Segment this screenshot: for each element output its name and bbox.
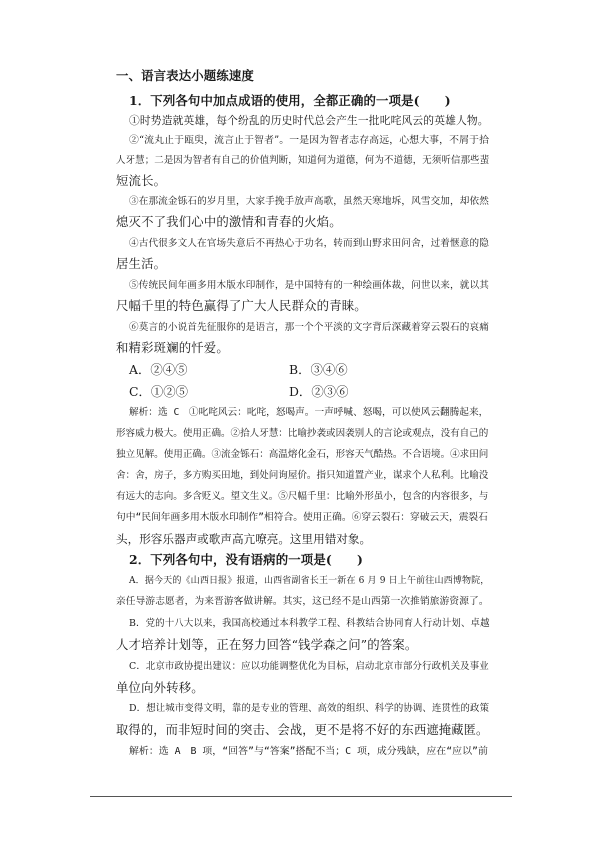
q2-line: C．北京市政协提出建议：应以功能调整优化为目标，启动北京市部分行政机关及事业 <box>129 661 489 672</box>
q1-line: 短流长。 <box>116 173 167 188</box>
q2-line: B．党的十八大以来，我国高校通过本科教学工程、科教结合协同育人行动计划、卓越 <box>129 618 490 629</box>
q1-line: 尺幅千里的特色赢得了广大人民群众的青睐。 <box>116 298 367 313</box>
q2-analysis-line: 解析：选 A B 项，“回答”与“答案”搭配不当；C 项，成分残缺，应在“应以”前 <box>129 746 488 757</box>
q2-line: 取得的，而非短时间的突击、会战，更不是将不好的东西遮掩藏匿。 <box>116 723 489 737</box>
option-d: D．②③⑥ <box>289 384 349 399</box>
q1-line: ④古代很多文人在官场失意后不再热心于功名，转而到山野求田问舍，过着惬意的隐 <box>129 238 489 249</box>
q2-line: 单位向外转移。 <box>116 680 204 695</box>
q2-line: A．据今天的《山西日报》报道，山西省副省长王一新在 6 月 9 日上午前往山西博物院， <box>129 576 490 586</box>
q2-line: D．想让城市变得文明，靠的是专业的管理、高效的组织、科学的协调、连贯性的政策 <box>129 703 490 714</box>
q1-line: 居生活。 <box>116 256 167 271</box>
option-b: B．③④⑥ <box>289 362 348 377</box>
q1-line: ①时势造就英雄，每个纷乱的历史时代总会产生一批叱咤风云的英雄人物。 <box>129 114 489 127</box>
q1-analysis-line: 独立见解。使用正确。③流金铄石：高温熔化金石，形容天气酷热。不合语境。④求田问 <box>116 449 489 460</box>
q2-line: 亲任导游志愿者，为来晋游客做讲解。其实，这已经不是山西第一次推销旅游资源了。 <box>116 596 489 607</box>
q1-line: ②“流丸止于瓯臾，流言止于智者”。一是因为智者志存高远，心想大事，不屑于拾 <box>129 135 490 146</box>
option-c: C．①②⑤ <box>129 384 189 399</box>
q1-line: ⑥莫言的小说首先征服你的是语言，那一个个平淡的文字背后深藏着穿云裂石的哀痛 <box>129 322 489 333</box>
section-title: 一、语言表达小题练速度 <box>116 68 254 83</box>
question-1-stem: 1．下列各句中加点成语的使用，全都正确的一项是( ) <box>129 93 451 108</box>
q1-line: 熄灭不了我们心中的激情和青春的火焰。 <box>116 214 342 229</box>
q1-analysis-line: 有远大的志向。多含贬义。望文生义。⑤尺幅千里：比喻外形虽小，包含的内容很多，与 <box>116 491 489 502</box>
q1-analysis-line: 舍：舍，房子，多方购买田地，到处问询屋价。指只知道置产业，谋求个人私利。比喻没 <box>116 470 489 481</box>
q2-line: 人才培养计划等，正在努力回答“钱学森之问”的答案。 <box>116 637 418 652</box>
q1-line: 和精彩斑斓的忏爱。 <box>116 340 229 355</box>
q1-line: ③在那流金铄石的岁月里，大家手挽手放声高歌，虽然天寒地坼，风雪交加，却依然 <box>129 196 489 207</box>
q1-analysis-line: 头，形容乐器声或歌声高亢嘹亮。这里用错对象。 <box>116 532 372 546</box>
question-2-stem: 2．下列各句中，没有语病的一项是( ) <box>129 552 363 567</box>
option-a: A．②④⑤ <box>129 362 188 377</box>
q1-line: ⑤传统民间年画多用木版水印制作，是中国特有的一种绘画体裁，问世以来，就以其 <box>129 280 489 291</box>
q1-analysis-line: 解析：选 C ①叱咤风云：叱咤，怒喝声。一声呼喊、怒喝，可以使风云翻腾起来， <box>129 407 489 418</box>
q1-analysis-line: 形容威力极大。使用正确。②拾人牙慧：比喻抄袭或因袭别人的言论或观点，没有自己的 <box>116 428 489 439</box>
footer-rule <box>90 796 512 797</box>
q1-analysis-line: 句中“民间年画多用木版水印制作”相符合。使用正确。⑥穿云裂石：穿破云天，震裂石 <box>116 512 488 523</box>
q1-line: 人牙慧；二是因为智者有自己的价值判断，知道何为道德，何为不道德，无须听信那些蜚 <box>116 155 490 166</box>
